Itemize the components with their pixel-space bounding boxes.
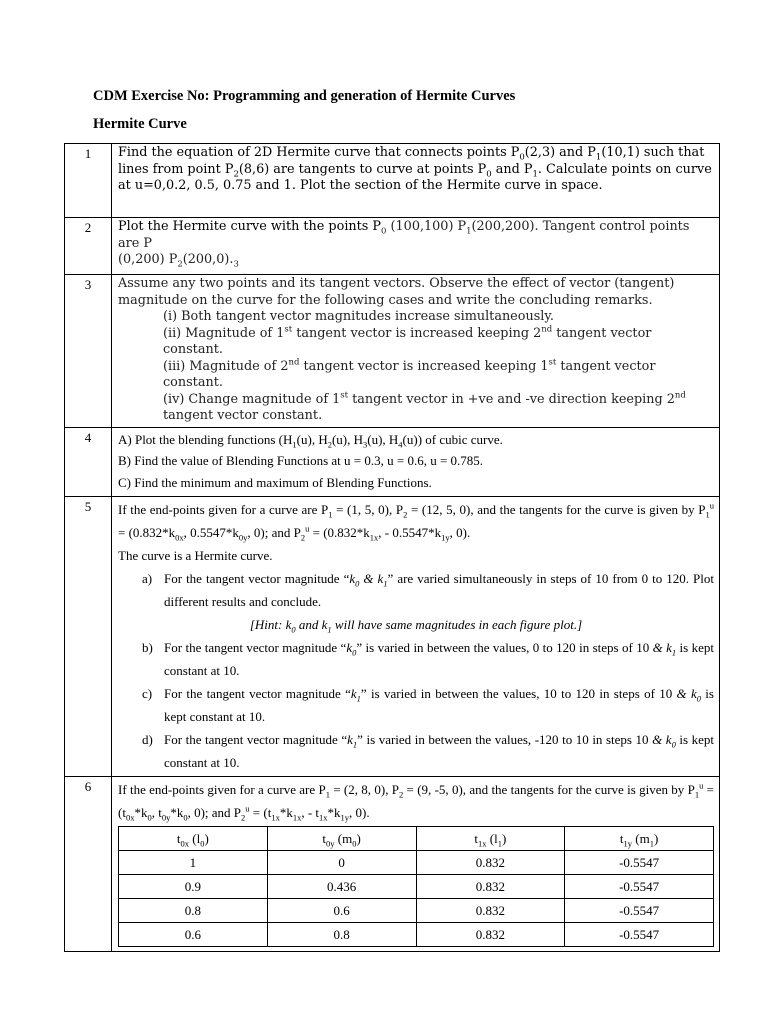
table-cell: 0.832 <box>416 922 565 946</box>
question-4-part-a: A) Plot the blending functions ($H_1(u)$, $H_2(u)$, $H_3(u)$, $H_4(u)$) of cubic curve. <box>118 431 503 450</box>
row-number: 4 <box>65 427 112 496</box>
row-number: 2 <box>65 218 112 275</box>
question-5-item-b: b) For the tangent vector magnitude “$k_0$” is varied in between the values, 0 to 120 in steps of 10 & $k_1$ is kept constant at 10. <box>142 639 714 678</box>
table-cell: 0.6 <box>267 898 416 922</box>
question-4-part-b: B) Find the value of Blending Functions at u = 0.3, u = 0.6, u = 0.785. <box>118 453 484 468</box>
row-number: 6 <box>65 776 112 951</box>
table-row <box>119 898 714 922</box>
table-cell: 0.9 <box>119 874 268 898</box>
header-cell: $t_{0y}$ $(m_0)$ <box>267 826 416 850</box>
table-cell: 0 <box>267 850 416 874</box>
tangent-table <box>118 826 714 947</box>
question-2: Plot the Hermite curve with the points $P_0$ (100,100) $P_1(200,200)$. Tangent control points are P (0,200) $P_2(200,0)._3$ <box>112 218 720 275</box>
table-cell: -0.5547 <box>565 874 714 898</box>
question-5-item-c: c) For the tangent vector magnitude “$k_1$” is varied in between the values, 10 to 120 in steps of 10 & $k_0$ is kept constant at 10. <box>142 685 714 724</box>
exercise-row <box>65 275 720 428</box>
table-row <box>119 850 714 874</box>
row-number: 1 <box>65 144 112 218</box>
question-5-curve-note: The curve is a Hermite curve. <box>118 547 273 563</box>
case-1: (i) Both tangent vector magnitudes increase simultaneously. <box>163 309 554 324</box>
question-3-intro: Assume any two points and its tangent vectors. Observe the effect of vector (tangent) magnitude on the curve for the following cases and write the concluding remarks. <box>118 276 675 308</box>
table-row <box>119 922 714 946</box>
table-cell: 0.8 <box>267 922 416 946</box>
header-cell: $t_{0x}$ $(l_0)$ <box>119 826 268 850</box>
question-6 <box>112 776 720 951</box>
case-4: (iv) Change magnitude of 1st tangent vector in +ve and -ve direction keeping 2nd tangent vector constant. <box>163 390 686 423</box>
tangent-table-header <box>119 826 714 850</box>
document-title: CDM Exercise No: Programming and generation of Hermite Curves <box>93 88 516 104</box>
header-cell: $t_{1y}$ $(m_1)$ <box>565 826 714 850</box>
question-6-intro: If the end-points given for a curve are $P_1 = (2$, 8, 0), $P_2 = (9$, -5, 0), and the tangents for the curve is given by $P_1^u = (t_{0x}*k_0$, $t_{0y}*k_0$, 0); and $P_2^u = (t_{1x}*k_{1x}$, - $t_{1x}*k_{1y}$, 0). <box>118 780 714 823</box>
table-cell: 0.832 <box>416 898 565 922</box>
exercise-row <box>65 427 720 496</box>
table-cell: 0.832 <box>416 850 565 874</box>
question-4-part-c: C) Find the minimum and maximum of Blending Functions. <box>118 474 432 490</box>
case-3: (iii) Magnitude of 2nd tangent vector is increased keeping 1st tangent vector constant. <box>163 357 656 390</box>
table-cell: 0.436 <box>267 874 416 898</box>
question-3 <box>112 275 720 428</box>
section-heading: Hermite Curve <box>93 116 187 132</box>
question-5-item-a: a) For the tangent vector magnitude “$k_0$ & $k_1$” are varied simultaneously in steps of 10 from 0 to 120. Plot different results and conclude. <box>142 570 714 609</box>
table-cell: 0.832 <box>416 874 565 898</box>
question-5-intro: If the end-points given for a curve are $P_1 = (1$, 5, 0), $P_2 = (12$, 5, 0), and the tangents for the curve is given by $P_1^u = (0.832*k_{0x}$, $0.5547*k_{0y}$, 0); and $P_2^u = (0.832*k_{1x}$, - $0.5547*k_{1y}$, 0). <box>118 500 715 543</box>
table-cell: -0.5547 <box>565 850 714 874</box>
table-cell: -0.5547 <box>565 898 714 922</box>
table-cell: 0.8 <box>119 898 268 922</box>
row-number: 3 <box>65 275 112 428</box>
table-cell: 1 <box>119 850 268 874</box>
question-4 <box>112 427 720 496</box>
table-cell: -0.5547 <box>565 922 714 946</box>
question-5-hint: [Hint: $k_0$ and $k_1$ will have same magnitudes in each figure plot.] <box>249 616 583 635</box>
exercise-row <box>65 144 720 218</box>
exercise-row <box>65 776 720 951</box>
table-row <box>119 874 714 898</box>
header-cell: $t_{1x}$ $(l_1)$ <box>416 826 565 850</box>
exercise-table <box>64 143 720 952</box>
question-1: Find the equation of 2D Hermite curve that connects points $P_0(2,3)$ and $P_1(10,1)$ such that lines from point $P_2(8,6)$ are tangents to curve at points $P_0$ and $P_1$. Calculate points on curve at u=0,0.2, 0.5, 0.75 and 1. Plot the section of the Hermite curve in space. <box>112 144 720 218</box>
row-number: 5 <box>65 496 112 776</box>
question-5-item-d: d) For the tangent vector magnitude “$k_1$” is varied in between the values, -120 to 10 in steps 10 & $k_0$ is kept constant at 10. <box>142 731 714 770</box>
case-2: (ii) Magnitude of 1st tangent vector is increased keeping 2nd tangent vector constant. <box>163 324 652 357</box>
exercise-row <box>65 218 720 275</box>
exercise-row <box>65 496 720 776</box>
table-cell: 0.6 <box>119 922 268 946</box>
question-5 <box>112 496 720 776</box>
